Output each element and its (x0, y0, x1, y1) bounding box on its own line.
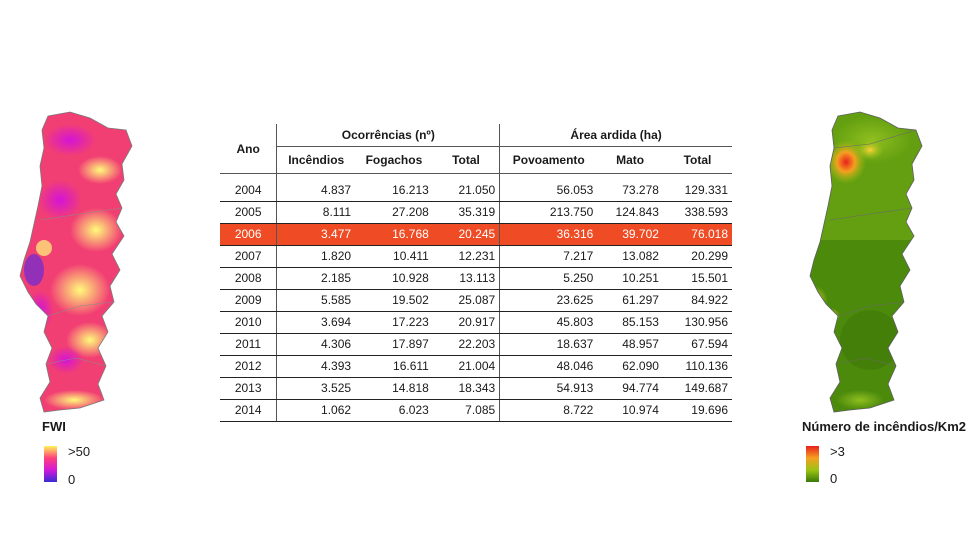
col-header-total-area: Total (663, 147, 732, 174)
table-row (220, 224, 732, 246)
total-occurrences-cell: 25.087 (433, 290, 500, 312)
table-row (220, 356, 732, 378)
fogachos-cell: 10.928 (355, 268, 433, 290)
col-header-total-occurrences: Total (433, 147, 500, 174)
mato-cell: 85.153 (597, 312, 663, 334)
table-row (220, 334, 732, 356)
occurrences-group-header: Ocorrências (nº) (277, 124, 500, 147)
povoamento-cell: 5.250 (500, 268, 598, 290)
mato-cell: 10.251 (597, 268, 663, 290)
fwi-legend-colorbar (44, 446, 57, 482)
fwi-map (10, 110, 140, 415)
total-occurrences-cell: 20.917 (433, 312, 500, 334)
povoamento-cell: 56.053 (500, 174, 598, 202)
table-row (220, 400, 732, 422)
col-header-fogachos: Fogachos (355, 147, 433, 174)
fire-density-legend-colorbar (806, 446, 819, 482)
total-occurrences-cell: 35.319 (433, 202, 500, 224)
incendios-cell: 4.306 (277, 334, 355, 356)
mato-cell: 62.090 (597, 356, 663, 378)
mato-cell: 39.702 (597, 224, 663, 246)
fwi-legend-max: >50 (68, 444, 91, 459)
total-occurrences-cell: 21.050 (433, 174, 500, 202)
fogachos-cell: 10.411 (355, 246, 433, 268)
incendios-cell: 3.477 (277, 224, 355, 246)
table-row (220, 378, 732, 400)
table-row (220, 174, 732, 202)
fogachos-cell: 27.208 (355, 202, 433, 224)
total-area-cell: 76.018 (663, 224, 732, 246)
incendios-cell: 1.062 (277, 400, 355, 422)
total-area-cell: 20.299 (663, 246, 732, 268)
total-occurrences-cell: 20.245 (433, 224, 500, 246)
fogachos-cell: 19.502 (355, 290, 433, 312)
povoamento-cell: 8.722 (500, 400, 598, 422)
total-area-cell: 130.956 (663, 312, 732, 334)
fire-density-legend-min: 0 (830, 471, 838, 486)
fwi-legend-min: 0 (68, 472, 76, 487)
povoamento-cell: 36.316 (500, 224, 598, 246)
mato-cell: 61.297 (597, 290, 663, 312)
year-cell: 2009 (220, 290, 277, 312)
mato-cell: 124.843 (597, 202, 663, 224)
year-cell: 2011 (220, 334, 277, 356)
mato-cell: 94.774 (597, 378, 663, 400)
povoamento-cell: 213.750 (500, 202, 598, 224)
col-header-incendios: Incêndios (277, 147, 355, 174)
total-area-cell: 84.922 (663, 290, 732, 312)
total-area-cell: 129.331 (663, 174, 732, 202)
incendios-cell: 5.585 (277, 290, 355, 312)
fogachos-cell: 14.818 (355, 378, 433, 400)
fire-density-legend-max: >3 (830, 444, 845, 459)
table-row (220, 268, 732, 290)
incendios-cell: 4.393 (277, 356, 355, 378)
povoamento-cell: 7.217 (500, 246, 598, 268)
table-row (220, 246, 732, 268)
incendios-cell: 8.111 (277, 202, 355, 224)
mato-cell: 13.082 (597, 246, 663, 268)
total-occurrences-cell: 18.343 (433, 378, 500, 400)
povoamento-cell: 23.625 (500, 290, 598, 312)
total-occurrences-cell: 12.231 (433, 246, 500, 268)
incendios-cell: 4.837 (277, 174, 355, 202)
total-area-cell: 19.696 (663, 400, 732, 422)
povoamento-cell: 45.803 (500, 312, 598, 334)
burned-area-group-header: Área ardida (ha) (500, 124, 732, 147)
incendios-cell: 2.185 (277, 268, 355, 290)
year-cell: 2013 (220, 378, 277, 400)
total-area-cell: 15.501 (663, 268, 732, 290)
total-area-cell: 67.594 (663, 334, 732, 356)
fogachos-cell: 16.768 (355, 224, 433, 246)
col-header-mato: Mato (597, 147, 663, 174)
fire-density-map (800, 110, 930, 415)
povoamento-cell: 54.913 (500, 378, 598, 400)
year-cell: 2004 (220, 174, 277, 202)
mato-cell: 73.278 (597, 174, 663, 202)
total-occurrences-cell: 7.085 (433, 400, 500, 422)
incendios-cell: 3.694 (277, 312, 355, 334)
fire-statistics-table (220, 124, 732, 422)
total-occurrences-cell: 21.004 (433, 356, 500, 378)
povoamento-cell: 48.046 (500, 356, 598, 378)
year-header: Ano (220, 124, 277, 174)
year-cell: 2008 (220, 268, 277, 290)
total-area-cell: 338.593 (663, 202, 732, 224)
povoamento-cell: 18.637 (500, 334, 598, 356)
year-cell: 2014 (220, 400, 277, 422)
total-area-cell: 149.687 (663, 378, 732, 400)
col-header-povoamento: Povoamento (500, 147, 598, 174)
fogachos-cell: 17.223 (355, 312, 433, 334)
incendios-cell: 1.820 (277, 246, 355, 268)
year-cell: 2005 (220, 202, 277, 224)
year-cell: 2006 (220, 224, 277, 246)
total-occurrences-cell: 22.203 (433, 334, 500, 356)
fwi-legend-title: FWI (42, 419, 66, 434)
fogachos-cell: 16.213 (355, 174, 433, 202)
fogachos-cell: 17.897 (355, 334, 433, 356)
table-row (220, 202, 732, 224)
total-occurrences-cell: 13.113 (433, 268, 500, 290)
year-cell: 2007 (220, 246, 277, 268)
total-area-cell: 110.136 (663, 356, 732, 378)
incendios-cell: 3.525 (277, 378, 355, 400)
year-cell: 2012 (220, 356, 277, 378)
mato-cell: 10.974 (597, 400, 663, 422)
mato-cell: 48.957 (597, 334, 663, 356)
fogachos-cell: 6.023 (355, 400, 433, 422)
year-cell: 2010 (220, 312, 277, 334)
fire-density-legend-title: Número de incêndios/Km2 (802, 419, 966, 434)
table-row (220, 312, 732, 334)
table-row (220, 290, 732, 312)
fogachos-cell: 16.611 (355, 356, 433, 378)
table-body (220, 174, 732, 422)
